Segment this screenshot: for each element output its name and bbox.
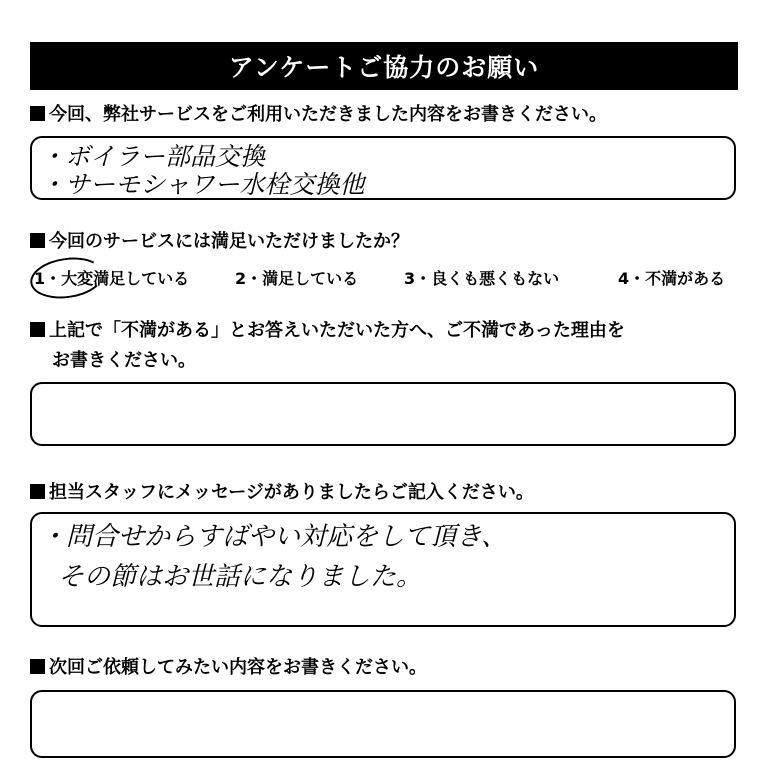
square-bullet-icon xyxy=(30,106,45,121)
square-bullet-icon xyxy=(30,659,45,674)
option-1[interactable]: 1・大変満足している xyxy=(34,269,190,288)
question-4-label: 担当スタッフにメッセージがありましたらご記入ください。 xyxy=(30,478,534,508)
square-bullet-icon xyxy=(30,484,45,499)
option-2[interactable]: 2・満足している xyxy=(235,269,359,288)
question-2-label: 今回のサービスには満足いただけましたか？ xyxy=(30,227,409,257)
option-3[interactable]: 3・良くも悪くもない xyxy=(404,269,560,288)
handwritten-answer-line: ・問合せからすばやい対応をして頂き、 xyxy=(40,522,507,552)
question-3-label: 上記で「不満がある」とお答えいただいた方へ、ご不満であった理由を お書きください。 xyxy=(30,316,625,376)
option-4[interactable]: 4・不満がある xyxy=(618,269,726,288)
handwritten-answer-line: その節はお世話になりました。 xyxy=(58,562,423,592)
question-1-answer-box[interactable] xyxy=(30,136,736,200)
satisfaction-options xyxy=(30,262,742,290)
square-bullet-icon xyxy=(30,233,45,248)
question-3-answer-box[interactable] xyxy=(30,382,736,446)
square-bullet-icon xyxy=(30,322,45,337)
question-1-label: 今回、弊社サービスをご利用いただきました内容をお書きください。 xyxy=(30,100,607,130)
handwritten-answer-line: ・サーモシャワー水栓交換他 xyxy=(40,170,365,199)
question-5-answer-box[interactable] xyxy=(30,690,736,758)
question-4-answer-box[interactable] xyxy=(30,512,736,627)
survey-title: アンケートご協力のお願い xyxy=(30,42,738,90)
handwritten-answer-line: ・ボイラー部品交換 xyxy=(40,142,266,171)
question-5-label: 次回ご依頼してみたい内容をお書きください。 xyxy=(30,653,427,683)
